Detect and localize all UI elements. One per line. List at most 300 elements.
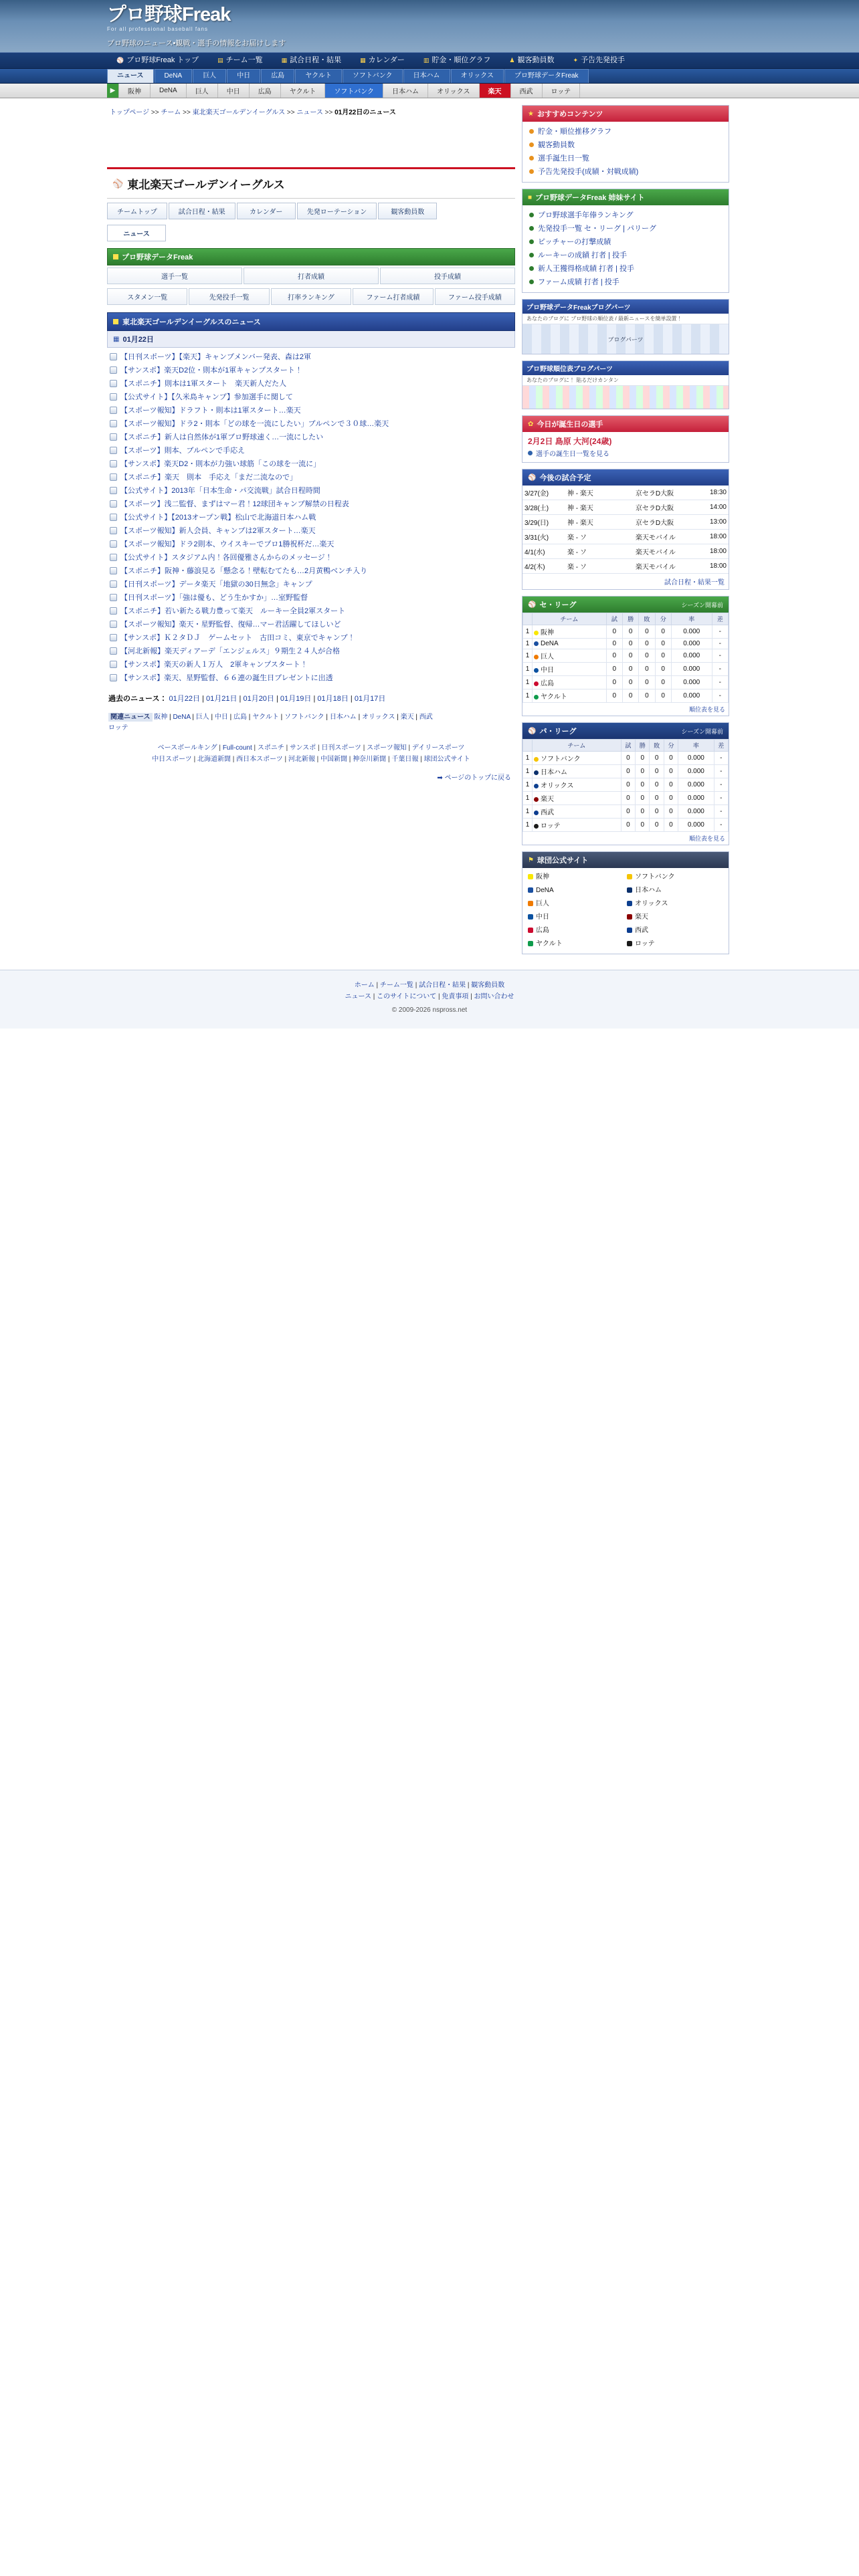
link-starting-lineup[interactable]: スタメン一覧 xyxy=(107,288,187,305)
rank: 1 xyxy=(523,778,533,792)
list-item[interactable] xyxy=(528,249,723,262)
list-item[interactable] xyxy=(107,471,515,484)
games: 0 xyxy=(621,805,635,819)
gnav-item-top[interactable] xyxy=(107,52,208,69)
df-link-farm[interactable]: ファーム成績 打者 | 投手 xyxy=(538,278,619,286)
link-farm-batting[interactable]: ファーム打者成績 xyxy=(353,288,433,305)
list-item[interactable] xyxy=(528,125,723,138)
related-link-chunichi[interactable]: 中日 xyxy=(214,714,228,721)
news-link[interactable]: 【サンスポ】楽天D2・則本が力強い球筋「この球を一流に」 xyxy=(120,460,321,468)
gnav-label: 観客動員数 xyxy=(517,56,555,64)
table-row[interactable] xyxy=(523,752,729,765)
source-hochi[interactable]: スポーツ報知 xyxy=(367,744,407,752)
breadcrumb-item-top[interactable]: トップページ xyxy=(110,109,150,116)
tab-chunichi[interactable]: 中日 xyxy=(227,69,260,83)
team-icon: ⚾ xyxy=(112,178,124,189)
official-link-yakult[interactable] xyxy=(527,938,626,951)
related-link-yakult[interactable]: ヤクルト xyxy=(252,714,279,721)
team-bar-seibu[interactable]: 西武 xyxy=(511,84,543,98)
gnav-item-probable-pitcher[interactable] xyxy=(564,52,635,69)
news-link[interactable]: 【スポニチ】楽天 則本 手応え「まだ二流なので」 xyxy=(120,473,297,481)
official-team-name: ロッテ xyxy=(635,940,655,948)
df-link-salary[interactable]: プロ野球選手年俸ランキング xyxy=(538,211,634,219)
rank-parts-banner[interactable] xyxy=(522,360,729,409)
table-row[interactable] xyxy=(522,486,729,500)
pct: 0.000 xyxy=(678,819,714,832)
col-team: チーム xyxy=(533,740,622,752)
tab-news[interactable]: ニュース xyxy=(107,69,154,83)
col-wins: 勝 xyxy=(636,740,650,752)
footer-link-contact[interactable]: お問い合わせ xyxy=(474,993,514,1000)
table-row[interactable] xyxy=(522,544,729,559)
source-chiba-nippo[interactable]: 千葉日報 xyxy=(391,756,419,763)
official-link-chunichi[interactable] xyxy=(527,911,626,924)
list-item[interactable] xyxy=(107,377,515,391)
link-starting-pitchers[interactable]: 先発投手一覧 xyxy=(189,288,269,305)
footer-link-attendance[interactable]: 観客動員数 xyxy=(471,982,505,989)
source-daily[interactable]: デイリースポーツ xyxy=(411,744,465,752)
news-link[interactable]: 【サンスポ】楽天、星野監督、６６連の誕生日プレゼントに出透 xyxy=(120,674,333,682)
table-row[interactable] xyxy=(522,559,729,574)
gnav-item-attendance[interactable] xyxy=(500,52,563,69)
table-row[interactable] xyxy=(523,765,729,778)
tab-dena[interactable]: DeNA xyxy=(155,69,193,83)
news-link[interactable]: 【スポーツ報知】楽天・星野監督、復帰…マー君活躍してほしいど xyxy=(120,621,341,629)
team-bar-orix[interactable]: オリックス xyxy=(428,84,480,98)
tab-yakult[interactable]: ヤクルト xyxy=(295,69,342,83)
related-link-rakuten[interactable]: 楽天 xyxy=(400,714,414,721)
past-date-2[interactable]: 01月20日 xyxy=(243,695,274,703)
official-link-nipponham[interactable] xyxy=(626,884,725,897)
recommend-link-birthday[interactable]: 選手誕生日一覧 xyxy=(538,154,589,163)
panel-official-title: 球団公式サイト xyxy=(537,857,589,865)
breadcrumb-item-team[interactable]: チーム xyxy=(161,109,181,116)
schedule-stadium: 楽天モバイル xyxy=(634,559,697,574)
table-row[interactable] xyxy=(523,625,729,639)
team-bar-rakuten[interactable]: 楽天 xyxy=(480,84,511,98)
link-farm-pitching[interactable]: ファーム投手成績 xyxy=(435,288,515,305)
games: 0 xyxy=(621,765,635,778)
past-date-5[interactable]: 01月17日 xyxy=(354,695,386,703)
baseball-icon: ⚾ xyxy=(528,601,537,609)
official-team-name: 日本ハム xyxy=(635,887,662,894)
table-row[interactable] xyxy=(523,819,729,832)
games: 0 xyxy=(621,752,635,765)
list-item[interactable] xyxy=(107,350,515,364)
link-player-list[interactable]: 選手一覧 xyxy=(107,267,242,284)
list-item[interactable] xyxy=(107,618,515,631)
site-logo[interactable] xyxy=(107,5,286,48)
team-bar-yakult[interactable]: ヤクルト xyxy=(281,84,326,98)
news-link[interactable]: 【公式サイト】2013年「日本生命・パ交流戦」試合日程時間 xyxy=(120,487,320,495)
footer-link-home[interactable]: ホーム xyxy=(354,982,375,989)
col-pct: 率 xyxy=(678,740,714,752)
team-color-dot xyxy=(534,655,539,659)
back-to-top-label: ページのトップに戻る xyxy=(444,774,511,782)
past-date-1[interactable]: 01月21日 xyxy=(205,695,237,703)
team-bar-nipponham[interactable]: 日本ハム xyxy=(383,84,428,98)
news-link[interactable]: 【公式サイト】スタジアム内！各回優雅さんからのメッセージ！ xyxy=(120,554,332,562)
list-item[interactable] xyxy=(107,404,515,417)
official-team-name: ソフトバンク xyxy=(635,873,675,881)
schedule-more-link[interactable] xyxy=(522,574,729,589)
calendar-icon: ▦ xyxy=(281,57,288,64)
df-link-starters[interactable]: 先発投手一覧 セ・リーグ | パリーグ xyxy=(538,225,657,233)
official-team-name: 西武 xyxy=(635,927,648,934)
recommend-list xyxy=(528,125,723,179)
list-item[interactable] xyxy=(107,538,515,551)
team-color-swatch xyxy=(528,901,533,906)
list-item[interactable] xyxy=(107,631,515,645)
news-link[interactable]: 【スポーツ報知】ドラ2則本、ウイスキーでプロ1勝祝杯だ…楽天 xyxy=(120,540,335,548)
news-link[interactable]: 【スポーツ報知】ドラフト・則本は1軍スタート…楽天 xyxy=(120,407,301,415)
table-row[interactable] xyxy=(522,500,729,515)
list-item[interactable] xyxy=(528,165,723,179)
team-tab-attendance[interactable]: 観客動員数 xyxy=(378,203,437,219)
table-row[interactable] xyxy=(523,689,729,703)
list-item[interactable] xyxy=(107,551,515,564)
table-row[interactable] xyxy=(523,676,729,689)
official-team-name: 阪神 xyxy=(536,873,549,881)
team-name: 阪神 xyxy=(541,629,554,637)
news-link[interactable]: 【公式サイト】【久米島キャンプ】参加選手に関して xyxy=(120,393,293,401)
official-link-hiroshima[interactable] xyxy=(527,924,626,938)
table-row[interactable] xyxy=(522,515,729,530)
team-name: 広島 xyxy=(541,680,554,687)
table-row[interactable] xyxy=(523,663,729,676)
source-site-list xyxy=(107,742,515,765)
list-item[interactable] xyxy=(107,484,515,498)
pct: 0.000 xyxy=(678,765,714,778)
team-cell xyxy=(533,819,622,832)
list-item[interactable] xyxy=(107,564,515,578)
table-row[interactable] xyxy=(523,792,729,805)
past-date-3[interactable]: 01月19日 xyxy=(280,695,312,703)
schedule-stadium: 京セラD大阪 xyxy=(634,515,697,530)
list-item[interactable] xyxy=(107,391,515,404)
team-cell xyxy=(533,649,607,663)
official-link-orix[interactable] xyxy=(626,897,725,911)
related-link-hiroshima[interactable]: 広島 xyxy=(233,714,248,721)
source-kahoku[interactable]: 河北新報 xyxy=(288,756,315,763)
schedule-table xyxy=(522,486,729,574)
list-item[interactable] xyxy=(528,222,723,235)
list-item[interactable] xyxy=(107,524,515,538)
related-link-softbank[interactable]: ソフトバンク xyxy=(284,714,324,721)
schedule-date: 4/2(木) xyxy=(522,559,565,574)
official-link-dena[interactable] xyxy=(527,884,626,897)
panel-central-header xyxy=(522,597,729,613)
team-bar-giants[interactable]: 巨人 xyxy=(187,84,218,98)
tab-datafreak[interactable]: プロ野球データFreak xyxy=(504,69,589,83)
gnav-item-calendar[interactable] xyxy=(351,52,414,69)
official-sites-list xyxy=(522,868,729,954)
news-section-header xyxy=(107,312,515,331)
footer-link-teams[interactable]: チーム一覧 xyxy=(379,982,413,989)
breadcrumb-item-rakuten[interactable]: 東北楽天ゴールデンイーグルス xyxy=(192,109,286,116)
source-chugoku[interactable]: 中国新聞 xyxy=(320,756,348,763)
tab-giants[interactable]: 巨人 xyxy=(193,69,226,83)
team-color-dot xyxy=(534,695,539,700)
losses: 0 xyxy=(650,805,664,819)
team-color-swatch xyxy=(528,887,533,893)
related-link-giants[interactable]: 巨人 xyxy=(195,714,209,721)
back-to-top-link[interactable]: ➡ ページのトップに戻る xyxy=(437,774,511,782)
related-news-label: 関連ニュース xyxy=(108,713,153,722)
official-link-hanshin[interactable] xyxy=(527,871,626,884)
list-item[interactable] xyxy=(107,498,515,511)
team-tab-top[interactable]: チームトップ xyxy=(107,203,167,219)
team-tab-schedule[interactable]: 試合日程・結果 xyxy=(169,203,235,219)
team-cell xyxy=(533,805,622,819)
losses: 0 xyxy=(650,792,664,805)
list-item[interactable] xyxy=(528,209,723,222)
gnav-item-teams[interactable] xyxy=(208,52,272,69)
recommend-link-attendance[interactable]: 観客動員数 xyxy=(538,141,575,149)
team-tabs-row2 xyxy=(107,221,515,243)
central-more-link[interactable] xyxy=(522,703,729,716)
list-item[interactable] xyxy=(107,605,515,618)
panel-recommend-title: おすすめコンテンツ xyxy=(537,110,603,118)
related-link-lotte[interactable]: ロッテ xyxy=(108,724,128,732)
rank: 1 xyxy=(523,663,533,676)
list-item[interactable] xyxy=(107,671,515,685)
news-link[interactable]: 【サンスポ】楽天の新人１万人 2軍キャンプスタート！ xyxy=(120,661,308,669)
team-color-swatch xyxy=(627,941,632,946)
source-nikkansports[interactable]: 日刊スポーツ xyxy=(321,744,361,752)
source-kanagawa[interactable]: 神奈川新聞 xyxy=(353,756,387,763)
draws: 0 xyxy=(655,649,671,663)
recommend-link-probable[interactable]: 予告先発投手(成績・対戦成績) xyxy=(538,168,639,176)
team-bar-chunichi[interactable]: 中日 xyxy=(218,84,250,98)
source-site-row1: ベースボールキング | Full-count | スポニチ | サンスポ | 日刊スポーツ | スポーツ報知 | デイリースポーツ xyxy=(157,744,465,752)
list-item[interactable] xyxy=(107,431,515,444)
list-item[interactable] xyxy=(107,578,515,591)
source-official[interactable]: 球団公式サイト xyxy=(423,756,470,763)
sidebar xyxy=(522,105,729,960)
wins: 0 xyxy=(636,752,650,765)
advertisement-slot[interactable] xyxy=(107,120,515,162)
df-link-rookie[interactable]: ルーキーの成績 打者 | 投手 xyxy=(538,251,628,259)
df-link-rookie-award[interactable]: 新人王獲得格成績 打者 | 投手 xyxy=(538,265,635,273)
official-team-name: 広島 xyxy=(536,927,549,934)
team-color-dot xyxy=(534,797,539,802)
past-news-row: 過去のニュース： 01月22日 | 01月21日 | 01月20日 | 01月19日 | 01月18日 | 01月17日 xyxy=(108,695,386,703)
gnav-item-schedule[interactable] xyxy=(272,52,351,69)
source-baseballking[interactable]: ベースボールキング xyxy=(157,744,217,752)
pct: 0.000 xyxy=(671,663,712,676)
tab-nipponham[interactable]: 日本ハム xyxy=(403,69,450,83)
official-team-name: DeNA xyxy=(536,887,554,894)
link-pitching-stats[interactable]: 投手成績 xyxy=(380,267,515,284)
logo-title: プロ野球Freak xyxy=(107,4,231,25)
link-average-ranking[interactable]: 打率ランキング xyxy=(271,288,351,305)
table-row[interactable] xyxy=(523,649,729,663)
news-link[interactable]: 【サンスポ】Ｋ２タＤＪ ゲームセット 古田コミ、東京でキャンプ！ xyxy=(120,634,355,642)
panel-official-sites xyxy=(522,851,729,954)
related-link-hanshin[interactable]: 阪神 xyxy=(154,714,168,721)
rank-parts-subtitle: あなたのブログに！ 貼るだけカンタン xyxy=(522,375,729,386)
panel-datafreak-header xyxy=(522,189,729,205)
table-row[interactable] xyxy=(523,778,729,792)
panel-official-header xyxy=(522,852,729,868)
official-link-giants[interactable] xyxy=(527,897,626,911)
calendar-icon: ▦ xyxy=(113,335,120,343)
square-bullet-icon xyxy=(113,254,118,259)
gnav-label: 貯金・順位グラフ xyxy=(432,56,491,64)
team-cell xyxy=(533,752,622,765)
gb: - xyxy=(712,649,728,663)
team-color-dot xyxy=(534,770,539,775)
past-date-0[interactable]: 01月22日 xyxy=(169,695,200,703)
list-item[interactable] xyxy=(107,645,515,658)
past-date-4[interactable]: 01月18日 xyxy=(317,695,349,703)
team-bar-softbank[interactable]: ソフトバンク xyxy=(325,84,383,98)
table-row[interactable] xyxy=(523,639,729,649)
breadcrumb-item-news[interactable]: ニュース xyxy=(296,109,323,116)
team-bar-lotte[interactable]: ロッテ xyxy=(543,84,581,98)
source-hokkaido-shimbun[interactable]: 北海道新聞 xyxy=(197,756,231,763)
related-link-nipponham[interactable]: 日本ハム xyxy=(329,714,357,721)
gnav-label: 試合日程・結果 xyxy=(290,56,342,64)
tab-softbank[interactable]: ソフトバンク xyxy=(343,69,403,83)
news-link[interactable]: 【スポニチ】阪神・藤浪見る「懸念る！壁転むてたも…2月黄鴨ベンチ入り xyxy=(120,567,368,575)
list-item[interactable] xyxy=(528,152,723,165)
df-link-pitcher-batting[interactable]: ピッチャーの打撃成績 xyxy=(538,238,611,246)
gnav-item-graph[interactable] xyxy=(414,52,500,69)
related-link-dena[interactable]: DeNA xyxy=(173,714,191,721)
baseball-icon: ⚾ xyxy=(528,727,537,735)
list-item[interactable] xyxy=(107,417,515,431)
news-link[interactable]: 【スポニチ】若い新たる戦力豊って楽天 ルーキー全員2軍スタート xyxy=(120,607,346,615)
list-item[interactable] xyxy=(107,364,515,377)
source-fullcount[interactable]: Full-count xyxy=(222,744,252,752)
official-link-seibu[interactable] xyxy=(626,924,725,938)
list-item[interactable] xyxy=(528,262,723,276)
related-link-seibu[interactable]: 西武 xyxy=(419,714,433,721)
global-nav xyxy=(0,52,859,69)
official-link-rakuten[interactable] xyxy=(626,911,725,924)
team-bar-hiroshima[interactable]: 広島 xyxy=(250,84,281,98)
pct: 0.000 xyxy=(671,639,712,649)
source-sanspo[interactable]: サンスポ xyxy=(290,744,316,752)
footer-link-news[interactable]: ニュース xyxy=(345,993,371,1000)
losses: 0 xyxy=(650,819,664,832)
news-link[interactable]: 【日刊スポーツ】【楽天】キャンプメンバー発表、森は2軍 xyxy=(120,353,311,361)
source-nishinippon-sports[interactable]: 西日本スポーツ xyxy=(236,756,283,763)
news-link[interactable]: 【スポニチ】則本は1軍スタート 楽天新人だた人 xyxy=(120,380,287,388)
central-standings-table xyxy=(522,613,729,703)
panel-birthday xyxy=(522,415,729,463)
central-more-label: 順位表を見る xyxy=(688,706,725,713)
team-color-dot xyxy=(534,811,539,815)
recommend-link-graph[interactable]: 貯金・順位推移グラフ xyxy=(538,128,611,136)
games: 0 xyxy=(606,639,622,649)
news-link[interactable]: 【日刊スポーツ】「強は優も、どう生かすか」…室野監督 xyxy=(120,594,308,602)
footer-link-disclaimer[interactable]: 免責事項 xyxy=(442,993,469,1000)
link-batting-stats[interactable]: 打者成績 xyxy=(244,267,379,284)
team-tab-rotation[interactable]: 先発ローテーション xyxy=(297,203,377,219)
blog-parts-artwork xyxy=(522,324,729,354)
official-link-softbank[interactable] xyxy=(626,871,725,884)
losses: 0 xyxy=(650,765,664,778)
news-link[interactable]: 【スポーツ報知】新人会員、キャンプは2軍スタート…楽天 xyxy=(120,527,316,535)
footer-link-about[interactable]: このサイトについて xyxy=(377,993,437,1000)
news-link[interactable]: 【サンスポ】楽天D2位・則本が1軍キャンプスタート！ xyxy=(120,366,302,374)
col-losses: 敗 xyxy=(639,613,655,625)
gb: - xyxy=(712,625,728,639)
team-tab-news[interactable]: ニュース xyxy=(107,225,166,241)
news-link[interactable]: 【河北新報】楽天ディアーデ「エンジェルス」９期生２４人が合格 xyxy=(120,647,340,655)
team-color-swatch xyxy=(528,928,533,933)
source-chunichi-sports[interactable]: 中日スポーツ xyxy=(152,756,192,763)
blog-parts-banner[interactable] xyxy=(522,299,729,354)
rank: 1 xyxy=(523,649,533,663)
list-item[interactable] xyxy=(107,457,515,471)
team-tab-calendar[interactable]: カレンダー xyxy=(237,203,296,219)
news-link[interactable]: 【日刊スポーツ】データ楽天「地獄の30日無念」キャンプ xyxy=(120,580,312,588)
source-sponichi[interactable]: スポニチ xyxy=(257,744,284,752)
news-link[interactable]: 【スポーツ】則本、ブルペンで手応え xyxy=(120,447,246,455)
list-item[interactable] xyxy=(107,511,515,524)
birthday-list-link[interactable] xyxy=(522,448,729,462)
pct: 0.000 xyxy=(678,752,714,765)
news-link[interactable]: 【スポーツ報知】ドラ2・則本「どの球を一流にしたい」ブルペンで３０球…楽天 xyxy=(120,420,389,428)
games: 0 xyxy=(621,819,635,832)
list-item[interactable] xyxy=(528,276,723,289)
official-team-name: オリックス xyxy=(635,900,668,907)
team-cell xyxy=(533,689,607,703)
list-item[interactable] xyxy=(528,138,723,152)
team-bar-dena[interactable]: DeNA xyxy=(151,84,187,98)
official-team-name: ヤクルト xyxy=(536,940,563,948)
pct: 0.000 xyxy=(671,649,712,663)
panel-recommend-body xyxy=(522,122,729,182)
news-link[interactable]: 【スポーツ】浅二監督、まずはマー君！12球団キャンプ解禁の日程表 xyxy=(120,500,349,508)
pitcher-icon: ✦ xyxy=(573,57,579,64)
team-cell xyxy=(533,765,622,778)
team-cell xyxy=(533,625,607,639)
schedule-time: 18:00 xyxy=(697,559,729,574)
news-link[interactable]: 【スポニチ】新人は自然体が1軍ブロ野球速く…一流にしたい xyxy=(120,433,324,441)
team-color-swatch xyxy=(627,914,632,920)
team-color-dot xyxy=(534,641,539,646)
news-date-bar xyxy=(107,331,515,348)
list-item[interactable] xyxy=(528,235,723,249)
losses: 0 xyxy=(650,778,664,792)
col-losses: 敗 xyxy=(650,740,664,752)
team-bar-marker: ▶ xyxy=(107,84,119,98)
table-row[interactable] xyxy=(523,805,729,819)
official-link-lotte[interactable] xyxy=(626,938,725,951)
baseball-icon: ⚾ xyxy=(116,57,124,64)
pacific-more-link[interactable] xyxy=(522,832,729,845)
team-color-swatch xyxy=(528,914,533,920)
list-item[interactable] xyxy=(107,444,515,457)
tab-hiroshima[interactable]: 広島 xyxy=(261,69,294,83)
related-link-orix[interactable]: オリックス xyxy=(361,714,395,721)
team-bar-hanshin[interactable]: 阪神 xyxy=(119,84,151,98)
tab-orix[interactable]: オリックス xyxy=(451,69,504,83)
news-link[interactable]: 【公式サイト】【2013オープン戦】松山で北海道日本ハム戦 xyxy=(120,514,316,522)
breadcrumb: トップページ >> チーム >> 東北楽天ゴールデンイーグルス >> ニュース >> 01月22日のニュース xyxy=(110,109,396,116)
draws: 0 xyxy=(664,819,678,832)
baseball-icon: ⚾ xyxy=(528,473,537,481)
list-item[interactable] xyxy=(107,591,515,605)
table-row[interactable] xyxy=(522,530,729,544)
footer-link-schedule[interactable]: 試合日程・結果 xyxy=(419,982,466,989)
list-item[interactable] xyxy=(107,658,515,671)
